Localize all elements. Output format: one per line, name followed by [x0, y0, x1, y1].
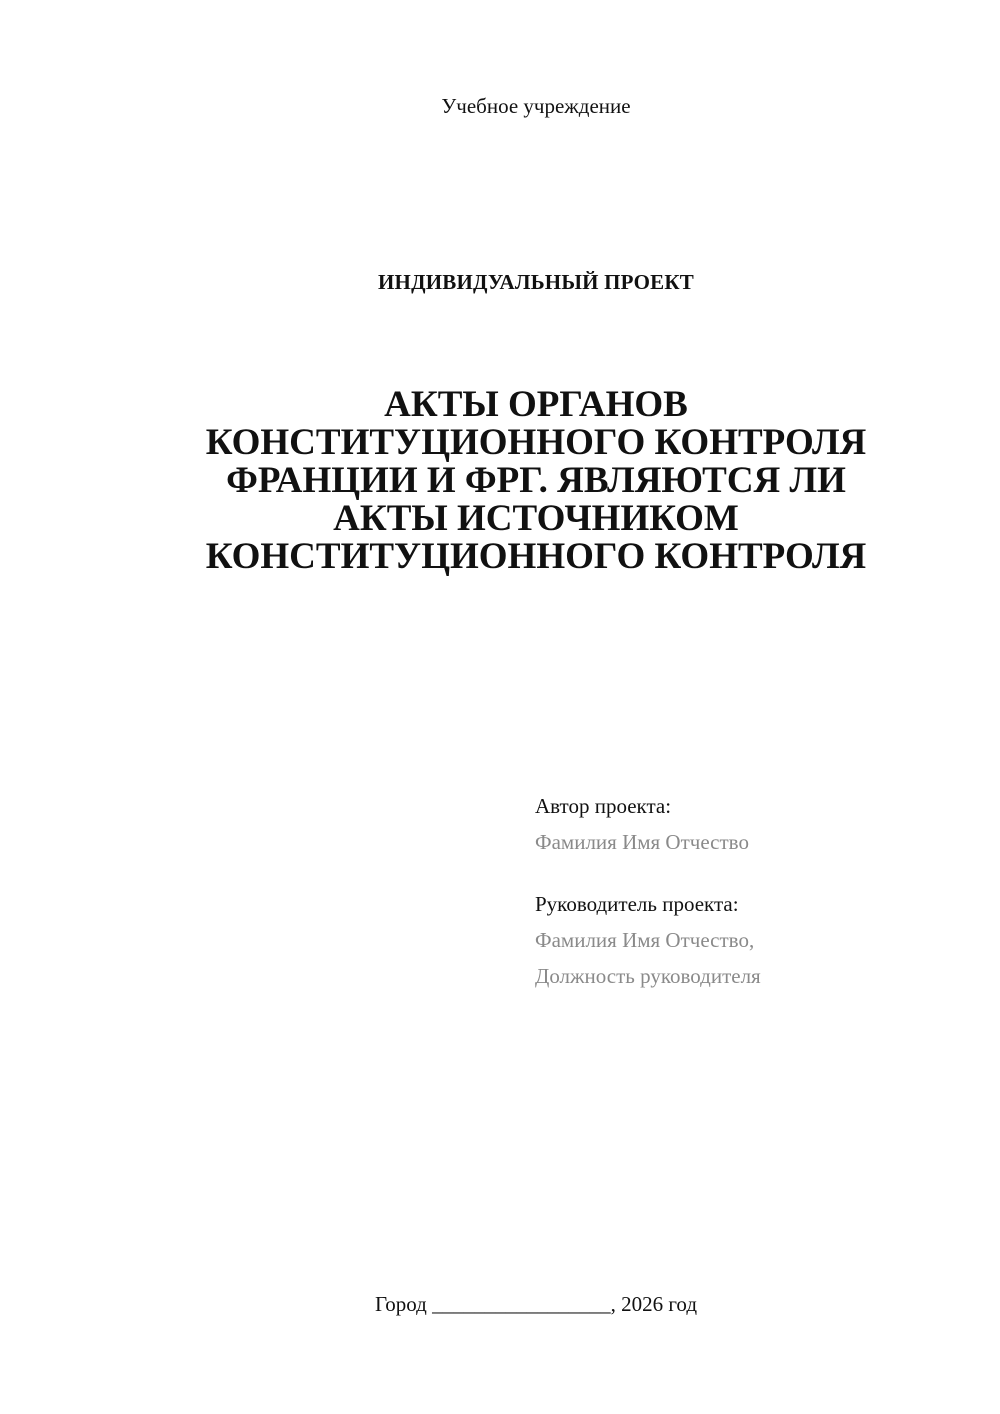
- supervisor-position-placeholder: Должность руководителя: [535, 964, 761, 988]
- spacer: [535, 860, 975, 886]
- project-title: [150, 386, 922, 576]
- title-line: ФРАНЦИИ И ФРГ. ЯВЛЯЮТСЯ ЛИ: [226, 460, 846, 501]
- title-line: КОНСТИТУЦИОННОГО КОНТРОЛЯ: [205, 422, 867, 463]
- institution-name: Учебное учреждение: [441, 94, 631, 118]
- supervisor-label: Руководитель проекта:: [535, 892, 739, 916]
- title-line: АКТЫ ИСТОЧНИКОМ: [333, 498, 739, 539]
- supervisor-name-placeholder: Фамилия Имя Отчество,: [535, 928, 755, 952]
- author-name-placeholder: Фамилия Имя Отчество: [535, 830, 749, 854]
- title-line: АКТЫ ОРГАНОВ: [384, 384, 688, 425]
- title-line: КОНСТИТУЦИОННОГО КОНТРОЛЯ: [205, 536, 867, 577]
- city-year-footer: Город _________________, 2026 год: [374, 1292, 698, 1316]
- author-label: Автор проекта:: [535, 794, 672, 818]
- credits-block: [535, 788, 975, 994]
- project-type-heading: ИНДИВИДУАЛЬНЫЙ ПРОЕКТ: [378, 270, 694, 294]
